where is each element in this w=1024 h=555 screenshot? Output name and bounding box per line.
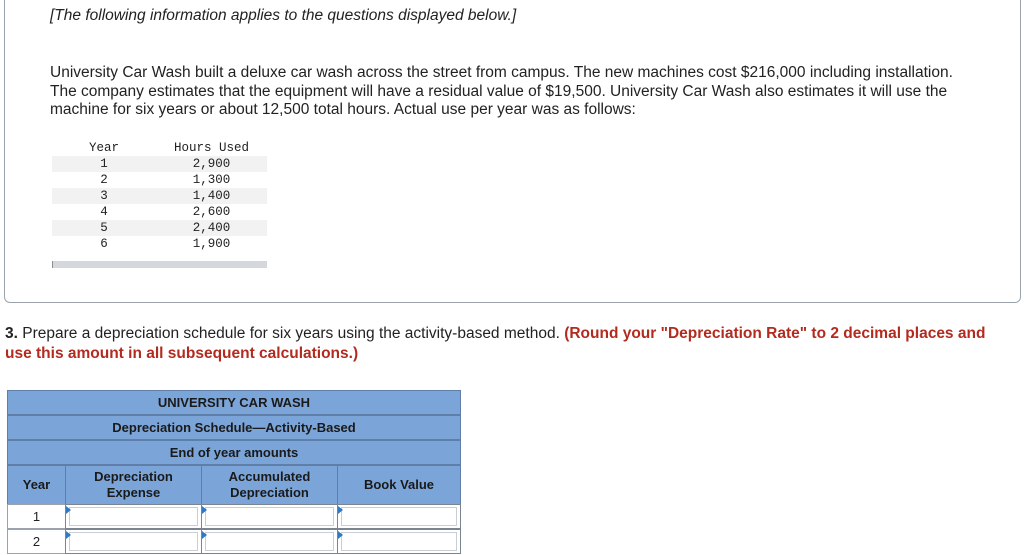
rounding-hint: (Round your "Depreciation Rate" to 2 decimal places and use this amount in all subsequent calculations.) xyxy=(5,325,986,362)
hours-cell: 1,400 xyxy=(192,189,231,203)
table-row xyxy=(52,188,267,204)
hours-cell: 2,900 xyxy=(192,157,231,171)
year-cell: 6 xyxy=(100,237,108,251)
year-column-header: Year xyxy=(7,465,66,505)
schedule-section-header: End of year amounts xyxy=(7,440,461,465)
question-text: Prepare a depreciation schedule for six years using the activity-based method. xyxy=(17,325,565,342)
year-cell: 2 xyxy=(100,173,108,187)
table-row xyxy=(52,236,267,252)
accumulated-depreciation-cell xyxy=(201,529,338,554)
year-cell: 3 xyxy=(100,189,108,203)
hours-table-header xyxy=(52,140,267,156)
depreciation-expense-input[interactable] xyxy=(69,507,198,526)
depreciation-expense-cell xyxy=(65,529,202,554)
scenario-text: University Car Wash built a deluxe car wash across the street from campus. The new machines cost $216,000 including installation. The company estimates that the equipment will have a residual value of $19,500. University Car Wash also estimates it will use the machine for six years or about 12,500 total hours. Actual use per year was as follows: xyxy=(50,64,953,118)
year-cell: 4 xyxy=(100,205,108,219)
table-row xyxy=(52,220,267,236)
book-value-header: Book Value xyxy=(337,465,461,505)
year-cell: 1 xyxy=(100,157,108,171)
schedule-subtitle: Depreciation Schedule—Activity-Based xyxy=(7,415,461,440)
hours-cell: 2,400 xyxy=(192,221,231,235)
hours-column-header: Hours Used xyxy=(173,141,249,155)
accumulated-depreciation-input[interactable] xyxy=(205,507,334,526)
accumulated-depreciation-header: Accumulated Depreciation xyxy=(201,465,338,505)
depreciation-expense-cell xyxy=(65,504,202,529)
book-value-cell xyxy=(337,504,461,529)
schedule-title: UNIVERSITY CAR WASH xyxy=(7,390,461,415)
table-row xyxy=(52,156,267,172)
table-row xyxy=(52,204,267,220)
hours-cell: 1,900 xyxy=(192,237,231,251)
table-footer-bar xyxy=(52,261,267,268)
hours-cell: 2,600 xyxy=(192,205,231,219)
year-cell: 1 xyxy=(7,504,66,529)
depreciation-expense-input[interactable] xyxy=(69,532,198,551)
question-number: 3. xyxy=(5,325,18,342)
year-column-header: Year xyxy=(88,141,119,155)
year-cell: 5 xyxy=(100,221,108,235)
table-row xyxy=(52,172,267,188)
book-value-input[interactable] xyxy=(341,507,457,526)
depreciation-expense-header: Depreciation Expense xyxy=(65,465,202,505)
hours-cell: 1,300 xyxy=(192,173,231,187)
book-value-cell xyxy=(337,529,461,554)
book-value-input[interactable] xyxy=(341,532,457,551)
accumulated-depreciation-input[interactable] xyxy=(205,532,334,551)
question-prompt xyxy=(5,324,1005,364)
hours-used-table xyxy=(52,140,267,252)
accumulated-depreciation-cell xyxy=(201,504,338,529)
year-cell: 2 xyxy=(7,529,66,554)
intro-note: [The following information applies to the questions displayed below.] xyxy=(50,7,517,24)
